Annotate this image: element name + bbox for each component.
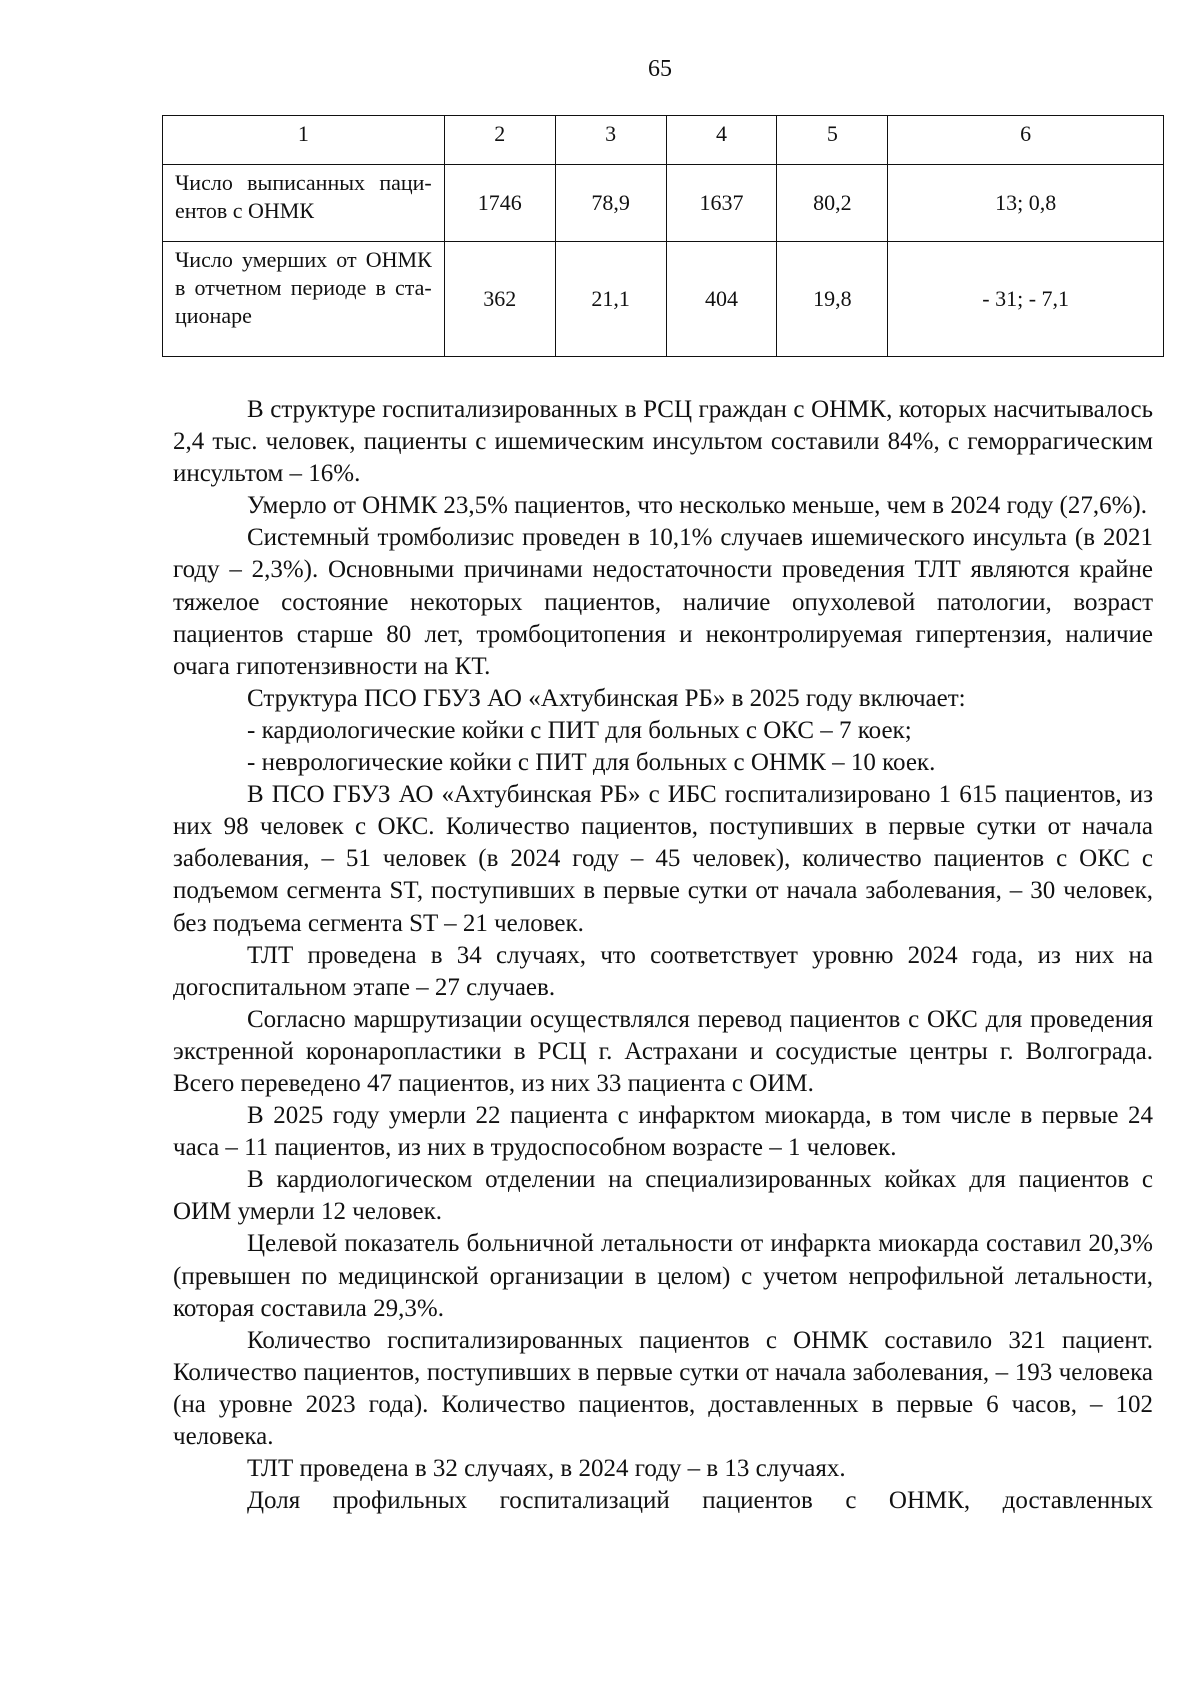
paragraph: В кардиологическом отделении на специализированных койках для пациентов с ОИМ умерли 12 человек. bbox=[173, 1166, 1153, 1226]
paragraph: В ПСО ГБУЗ АО «Ахтубинская РБ» с ИБС госпитализировано 1 615 пациентов, из них 98 человек с ОКС. Количество пациентов, поступивших в первые сутки от начала заболевания, – 51 человек (в 2024 году – 45 человек), количество пациентов с ОКС с подъемом сегмента ST, поступивших в первые сутки от начала заболевания, – 30 человек, без подъема сегмента ST – 21 человек. bbox=[173, 781, 1153, 937]
paragraph: Доля профильных госпитализаций пациентов с ОНМК, доставленных bbox=[247, 1487, 1153, 1515]
table-header-cell: 1 bbox=[163, 116, 445, 165]
paragraph: ТЛТ проведена в 32 случаях, в 2024 году – в 13 случаях. bbox=[247, 1455, 846, 1483]
list-item: - неврологические койки с ПИТ для больных с ОНМК – 10 коек. bbox=[247, 749, 936, 777]
paragraph: В структуре госпитализированных в РСЦ граждан с ОНМК, которых насчитывалось 2,4 тыс. человек, пациенты с ишемическим инсультом составили 84%, с геморрагическим инсультом – 16%. bbox=[173, 396, 1153, 488]
paragraph: В 2025 году умерли 22 пациента с инфарктом миокарда, в том числе в первые 24 часа – 11 пациентов, из них в трудоспособном возрасте – 1 человек. bbox=[173, 1102, 1153, 1162]
table-cell: 362 bbox=[444, 242, 555, 357]
table-header-row bbox=[163, 116, 1164, 165]
table-cell: - 31; - 7,1 bbox=[888, 242, 1164, 357]
table-cell: 19,8 bbox=[777, 242, 888, 357]
paragraph: Системный тромболизис проведен в 10,1% случаев ишемического инсульта (в 2021 году – 2,3%). Основными причинами недостаточности проведения ТЛТ являются крайне тяжелое состояние некоторых пациентов, наличие опухолевой патологии, возраст пациентов старше 80 лет, тромбоцитопения и неконтролируемая гипертензия, наличие очага гипотензивности на КТ. bbox=[173, 524, 1153, 680]
paragraph: Согласно маршрутизации осуществлялся перевод пациентов с ОКС для проведения экстренной коронаропластики в РСЦ г. Астрахани и сосудистые центры г. Волгограда. Всего переведено 47 пациентов, из них 33 пациента с ОИМ. bbox=[173, 1005, 1153, 1097]
table-header-cell: 2 bbox=[444, 116, 555, 165]
table-header-cell: 4 bbox=[666, 116, 777, 165]
table-cell: 1746 bbox=[444, 165, 555, 242]
table-header-cell: 5 bbox=[777, 116, 888, 165]
table-cell: 1637 bbox=[666, 165, 777, 242]
table-cell: 404 bbox=[666, 242, 777, 357]
table-row bbox=[163, 242, 1164, 357]
body-text bbox=[173, 394, 1153, 1517]
list-item: - кардиологические койки с ПИТ для больных с ОКС – 7 коек; bbox=[247, 716, 912, 744]
table-cell: 13; 0,8 bbox=[888, 165, 1164, 242]
statistics-table bbox=[162, 115, 1164, 357]
paragraph: Структура ПСО ГБУЗ АО «Ахтубинская РБ» в 2025 году включает: bbox=[247, 684, 966, 712]
paragraph: Умерло от ОНМК 23,5% пациентов, что несколько меньше, чем в 2024 году (27,6%). bbox=[247, 492, 1147, 520]
row-label: Число выписанных паци-ентов с ОНМК bbox=[163, 165, 445, 242]
table-cell: 80,2 bbox=[777, 165, 888, 242]
paragraph: Целевой показатель больничной летальности от инфаркта миокарда составил 20,3% (превышен по медицинской организации в целом) с учетом непрофильной летальности, которая составила 29,3%. bbox=[173, 1230, 1153, 1322]
table-cell: 78,9 bbox=[555, 165, 666, 242]
table-header-cell: 6 bbox=[888, 116, 1164, 165]
table-row bbox=[163, 165, 1164, 242]
table-cell: 21,1 bbox=[555, 242, 666, 357]
paragraph: Количество госпитализированных пациентов с ОНМК составило 321 пациент. Количество пациентов, поступивших в первые сутки от начала заболевания, – 193 человека (на уровне 2023 года). Количество пациентов, доставленных в первые 6 часов, – 102 человека. bbox=[173, 1326, 1153, 1450]
row-label: Число умерших от ОНМК в отчетном периоде в ста-ционаре bbox=[163, 242, 445, 357]
page-number: 65 bbox=[648, 56, 672, 82]
table-header-cell: 3 bbox=[555, 116, 666, 165]
paragraph: ТЛТ проведена в 34 случаях, что соответствует уровню 2024 года, из них на догоспитальном этапе – 27 случаев. bbox=[173, 941, 1153, 1001]
